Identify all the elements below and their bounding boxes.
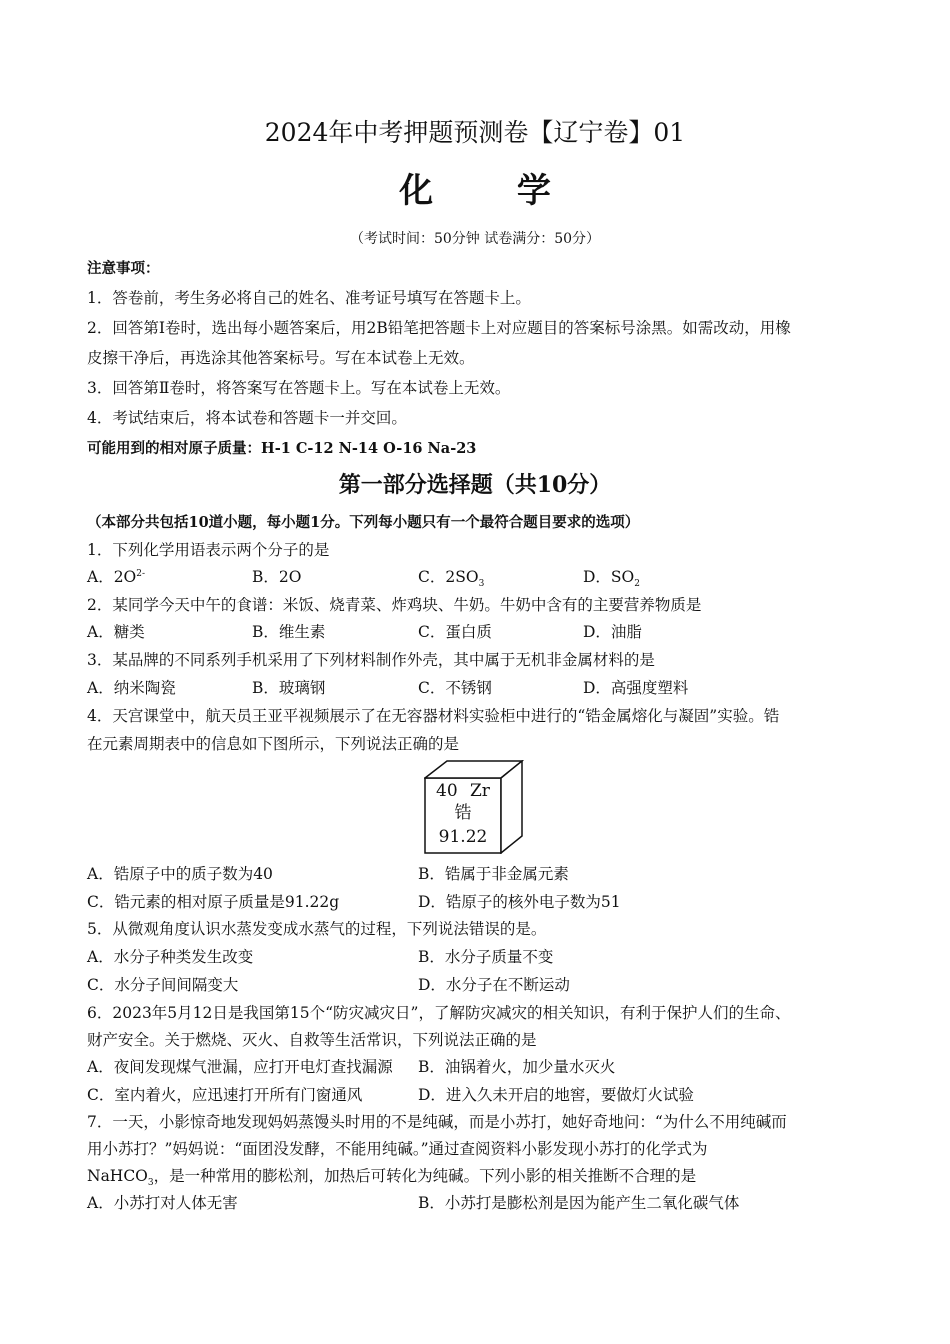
q3-option-d: D．高强度塑料 [583,679,689,697]
q7-formula-text: NaHCO [87,1167,148,1185]
atomic-masses: 可能用到的相对原子质量：H-1 C-12 N-14 O-16 Na-23 [87,440,477,457]
q7-formula-sub: 3 [147,1178,154,1189]
question-6-stem-cont: 财产安全。关于燃烧、灭火、自救等生活常识，下列说法正确的是 [87,1031,537,1049]
periodic-table-cell-zr [424,760,524,854]
question-1-stem: 1．下列化学用语表示两个分子的是 [87,541,330,559]
q1-option-a [87,567,145,587]
q3-option-c: C．不锈钢 [418,679,492,697]
q2-option-b: B．维生素 [252,623,326,641]
q1-option-c [418,567,485,590]
note-item: 2．回答第Ⅰ卷时，选出每小题答案后，用2B铅笔把答题卡上对应题目的答案标号涂黑。如需改动，用橡 [87,319,791,337]
section-instruction: （本部分共包括10道小题，每小题1分。下列每小题只有一个最符合题目要求的选项） [87,514,640,531]
q6-option-a: A．夜间发现煤气泄漏，应打开电灯查找漏源 [87,1058,393,1076]
q1-option-d [583,567,640,590]
notes-heading: 注意事项： [87,260,160,277]
q4-option-b: B．锆属于非金属元素 [418,865,569,883]
q1-option-c-text: C．2SO [418,568,479,586]
question-7-stem: 7．一天，小影惊奇地发现妈妈蒸馒头时用的不是纯碱，而是小苏打，她好奇地问：“为什么不用纯碱而 [87,1113,787,1131]
q5-option-d: D．水分子在不断运动 [418,976,570,994]
note-item: 4．考试结束后，将本试卷和答题卡一并交回。 [87,409,407,427]
q1-option-d-sub: 2 [634,579,640,590]
q1-option-c-sub: 3 [478,579,485,590]
q4-option-a: A．锆原子中的质子数为40 [87,865,273,883]
question-2-stem: 2．某同学今天中午的食谱：米饭、烧青菜、炸鸡块、牛奶。牛奶中含有的主要营养物质是 [87,596,702,614]
question-5-stem: 5．从微观角度认识水蒸发变成水蒸气的过程，下列说法错误的是。 [87,920,547,938]
subject-title: 化 学 [399,171,587,211]
section-title: 第一部分选择题（共10分） [338,472,612,498]
element-atomic-number: 40 [436,781,458,801]
q4-option-d: D．锆原子的核外电子数为51 [418,893,621,911]
q6-option-c: C．室内着火，应迅速打开所有门窗通风 [87,1086,363,1104]
q5-option-b: B．水分子质量不变 [418,948,554,966]
exam-info: （考试时间：50分钟 试卷满分：50分） [349,231,601,247]
element-name: 锆 [454,803,472,823]
q3-option-b: B．玻璃钢 [252,679,326,697]
exam-title: 2024年中考押题预测卷【辽宁卷】01 [264,118,686,147]
question-4-stem-cont: 在元素周期表中的信息如下图所示，下列说法正确的是 [87,735,460,753]
q6-option-d: D．进入久未开启的地窖，要做灯火试验 [418,1086,694,1104]
q2-option-d: D．油脂 [583,623,642,641]
q2-option-a: A．糖类 [87,623,145,641]
q1-option-b: B．2O [252,568,302,586]
q7-option-b: B．小苏打是膨松剂是因为能产生二氧化碳气体 [418,1194,740,1212]
q7-stem-rest: ，是一种常用的膨松剂，加热后可转化为纯碱。下列小影的相关推断不合理的是 [153,1167,697,1185]
question-4-stem: 4．天宫课堂中，航天员王亚平视频展示了在无容器材料实验柜中进行的“锆金属熔化与凝固”实验。锆 [87,707,780,725]
q1-option-a-text: A．2O [87,568,137,586]
question-6-stem: 6．2023年5月12日是我国第15个“防灾减灾日”，了解防灾减灾的相关知识，有利于保护人们的生命、 [87,1004,791,1022]
note-item: 皮擦干净后，再选涂其他答案标号。写在本试卷上无效。 [87,349,475,367]
q3-option-a: A．纳米陶瓷 [87,679,176,697]
q5-option-a: A．水分子种类发生改变 [87,948,254,966]
question-3-stem: 3．某品牌的不同系列手机采用了下列材料制作外壳，其中属于无机非金属材料的是 [87,651,655,669]
q7-option-a: A．小苏打对人体无害 [87,1194,238,1212]
note-item: 1．答卷前，考生务必将自己的姓名、准考证号填写在答题卡上。 [87,289,531,307]
q4-option-c: C．锆元素的相对原子质量是91.22g [87,893,340,911]
element-mass: 91.22 [438,827,488,847]
q6-option-b: B．油锅着火，加少量水灭火 [418,1058,616,1076]
q2-option-c: C．蛋白质 [418,623,492,641]
question-7-stem-cont: 用小苏打？”妈妈说：“面团没发酵，不能用纯碱。”通过查阅资料小影发现小苏打的化学式为 [87,1140,708,1158]
question-7-stem-formula [87,1166,697,1189]
note-item: 3．回答第Ⅱ卷时，将答案写在答题卡上。写在本试卷上无效。 [87,379,511,397]
q1-option-a-sup: 2- [136,568,146,579]
q5-option-c: C．水分子间间隔变大 [87,976,239,994]
q1-option-d-text: D．SO [583,568,635,586]
element-symbol: Zr [470,781,490,801]
